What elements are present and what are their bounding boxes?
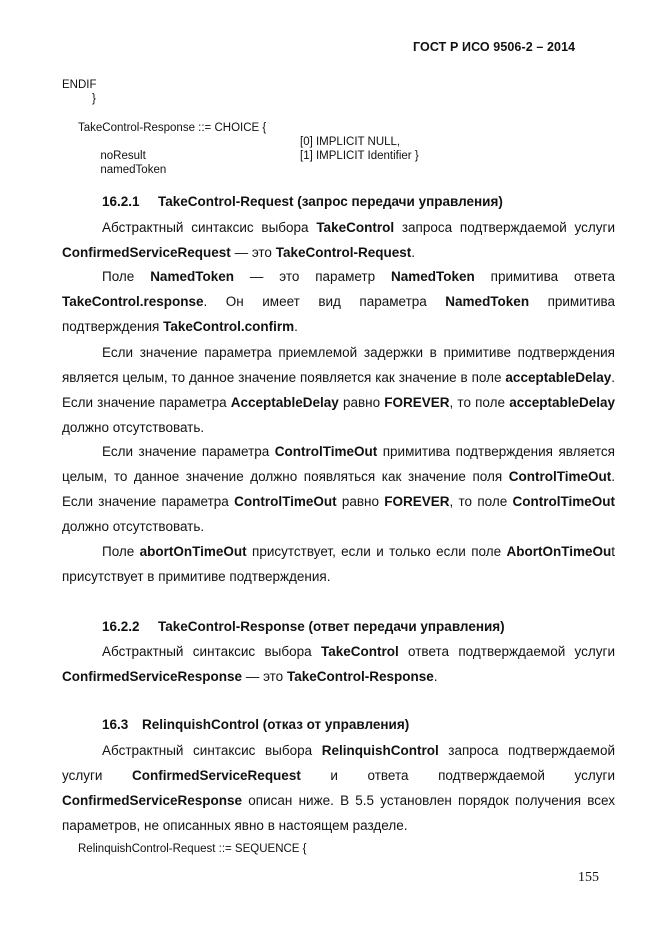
document-header: ГОСТ Р ИСО 9506-2 – 2014 [413,40,576,54]
code-endif: ENDIF [62,79,97,91]
section-heading-16-2-2 [102,619,505,635]
section-title: TakeControl-Response (ответ передачи управления) [158,619,505,634]
code-closing-brace: } [92,93,96,105]
section-title: RelinquishControl (отказ от управления) [142,717,410,732]
paragraph: Если значение параметра ControlTimeOut примитива подтверждения является целым, то данное значение должно появляться как значение поля ControlTimeOut. Если значение параметра ControlTimeOut равно FOREVER, то поле ControlTimeOut должно отсутствовать. [62,444,615,534]
section-number: 16.2.2 [102,619,140,634]
paragraph: Поле NamedToken — это параметр NamedToken примитива ответа TakeControl.response. Он имеет вид параметра NamedToken примитива подтверждения TakeControl.confirm. [62,269,616,334]
section-number: 16.3 [102,717,129,732]
paragraph: Абстрактный синтаксис выбора RelinquishControl запроса подтверждаемой услуги ConfirmedServiceRequest и ответа подтверждаемой услуги ConfirmedServiceResponse описан ниже. В 5.5 установлен порядок получения всех параметров, не описанных явно в настоящем разделе. [62,743,615,833]
code-row-value: [1] IMPLICIT Identifier } [300,150,419,162]
paragraph: Если значение параметра приемлемой задержки в примитиве подтверждения является целым, то данное значение появляется как значение в поле acceptableDelay. Если значение параметра AcceptableDelay равно FOREVER, то поле acceptableDelay должно отсутствовать. [62,345,615,435]
paragraph: Поле abortOnTimeOut присутствует, если и только если поле AbortOnTimeOut присутствует в примитиве подтверждения. [62,544,615,584]
code-field-name: noResult [100,150,146,162]
paragraph: Абстрактный синтаксис выбора TakeControl запроса подтверждаемой услуги ConfirmedServiceRequest — это TakeControl-Request. [62,220,615,260]
page-number: 155 [578,870,599,885]
code-row [94,149,166,177]
code-row-value: [0] IMPLICIT NULL, [300,136,401,148]
section-title: TakeControl-Request (запрос передачи управления) [158,194,503,209]
code-sequence-declaration: RelinquishControl-Request ::= SEQUENCE { [78,843,307,855]
paragraph: Абстрактный синтаксис выбора TakeControl ответа подтверждаемой услуги ConfirmedServiceResponse — это TakeControl-Response. [62,644,615,684]
section-number: 16.2.1 [102,194,140,209]
code-field-name: namedToken [100,164,167,176]
code-choice-declaration: TakeControl-Response ::= CHOICE { [78,122,267,134]
section-heading-16-2-1 [102,194,503,210]
section-heading-16-3 [102,717,409,733]
